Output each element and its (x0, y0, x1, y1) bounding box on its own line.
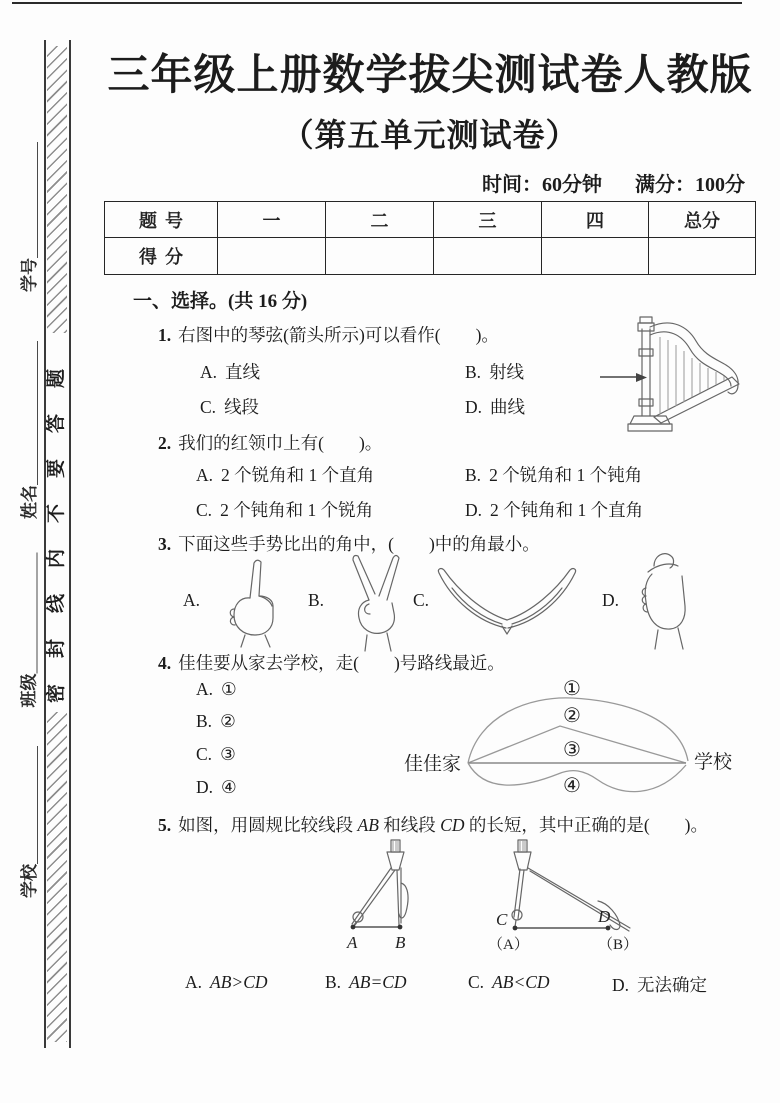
q3-option-d-label: D. (602, 590, 620, 610)
header-part-4: 四 (542, 202, 649, 238)
school-label: 学校 (20, 864, 39, 898)
score-cell-4 (542, 238, 649, 275)
q5-option-c: C. AB<CD (468, 972, 550, 992)
harp-neck (650, 323, 738, 394)
seal-hatch-top (47, 46, 67, 333)
score-cell-2 (326, 238, 434, 275)
student-id-blank-line (37, 142, 38, 258)
question-4-number: 4. (158, 653, 172, 673)
compass-ab-image (335, 837, 415, 968)
q4-option-d: D. ④ (196, 777, 237, 797)
score-table-score-row (105, 238, 756, 275)
school-field (18, 746, 42, 898)
school-blank-line (37, 746, 38, 864)
q5-option-d: D. 无法确定 (612, 975, 708, 995)
question-4-stem: 佳佳要从家去学校，走( )号路线最近。 (178, 653, 505, 673)
q5-option-b: B. AB=CD (325, 972, 407, 992)
page-top-border (12, 2, 742, 4)
route-1-label: ① (563, 678, 581, 700)
header-part-3: 三 (434, 202, 542, 238)
time-limit: 时间：60分钟 (482, 174, 602, 196)
compass-cd-image (480, 837, 645, 968)
harp-image (598, 313, 760, 440)
q3-option-a-label: A. (183, 590, 201, 610)
point-d-label: D (598, 907, 611, 926)
home-label: 佳佳家 (404, 754, 462, 775)
route-4-label: ④ (563, 775, 581, 797)
harp-strings (660, 337, 724, 414)
route-diagram (402, 668, 760, 815)
q2-option-c: C. 2 个钝角和 1 个锐角 (196, 500, 374, 520)
class-label: 班级 (19, 673, 39, 708)
question-1-options-row-1 (200, 359, 524, 384)
q5-option-a: A. AB>CD (185, 972, 268, 992)
question-3-number: 3. (158, 534, 172, 554)
score-row-label: 得分 (105, 238, 218, 275)
route-2-label: ② (563, 705, 581, 727)
seal-hatch-bottom (47, 712, 67, 1042)
question-2-options-row-2 (196, 497, 643, 522)
header-part-2: 二 (326, 202, 434, 238)
hand-gesture-d-image (624, 544, 702, 655)
harp-soundboard (654, 377, 739, 423)
q3-option-c-label: C. (413, 590, 430, 610)
route-3-label: ③ (563, 739, 581, 761)
score-table (104, 201, 756, 275)
q1-option-a: A. 直线 (200, 362, 261, 382)
section-one-heading: 一、选择。(共 16 分) (133, 291, 308, 312)
name-label: 姓名 (20, 485, 39, 519)
seal-band-text: 密封线内不要答题 (46, 342, 67, 703)
question-1-options-row-2 (200, 394, 525, 419)
score-table-header-row (105, 202, 756, 238)
q3-option-b-label: B. (308, 590, 325, 610)
exam-meta (400, 168, 745, 197)
question-1-stem: 右图中的琴弦(箭头所示)可以看作( )。 (178, 325, 499, 345)
point-b-paren-label: （B） (598, 937, 639, 953)
q4-option-a: A. ① (196, 679, 237, 699)
hand-gesture-b-image (333, 548, 411, 657)
header-part-1: 一 (218, 202, 326, 238)
question-3-stem: 下面这些手势比出的角中，( )中的角最小。 (178, 534, 540, 554)
student-id-field (18, 142, 42, 292)
hands-gesture-c-image (432, 556, 582, 647)
q1-option-b: B. 射线 (465, 362, 525, 382)
q2-option-b: B. 2 个锐角和 1 个钝角 (465, 465, 643, 485)
question-2-stem: 我们的红领巾上有( )。 (178, 433, 383, 453)
question-5-number: 5. (158, 815, 172, 835)
hand-gesture-a-image (212, 556, 292, 653)
header-total: 总分 (649, 202, 756, 238)
arrow-icon (600, 373, 647, 382)
score-cell-3 (434, 238, 542, 275)
q4-option-b: B. ② (196, 711, 236, 731)
score-cell-total (649, 238, 756, 275)
point-a-label: A (347, 933, 358, 952)
point-a-paren-label: （A） (488, 937, 529, 953)
point-c-label: C (496, 910, 508, 929)
page-title: 三年级上册数学拔尖测试卷人教版 (107, 53, 753, 99)
name-blank-line (37, 341, 38, 485)
class-field (18, 553, 42, 708)
question-1-number: 1. (158, 325, 172, 345)
student-id-label: 学号 (20, 258, 39, 292)
question-5-text: 5. 如图，用圆规比较线段 AB 和线段 CD 的长短，其中正确的是( )。 (158, 815, 708, 835)
q2-option-d: D. 2 个钝角和 1 个直角 (465, 500, 644, 520)
name-field (18, 341, 42, 519)
score-cell-1 (218, 238, 326, 275)
q2-option-a: A. 2 个锐角和 1 个直角 (196, 465, 375, 485)
full-score: 满分：100分 (635, 174, 745, 196)
page-subtitle: （第五单元测试卷） (281, 117, 579, 153)
school-label: 学校 (694, 752, 733, 773)
q1-option-d: D. 曲线 (465, 397, 526, 417)
point-b-label: B (395, 933, 406, 952)
class-blank-line (37, 553, 38, 674)
question-2-number: 2. (158, 433, 172, 453)
header-question-no: 题号 (105, 202, 218, 238)
question-2-options-row-1 (196, 462, 642, 487)
question-2-text (158, 430, 758, 456)
q1-option-c: C. 线段 (200, 397, 260, 417)
q4-option-c: C. ③ (196, 744, 236, 764)
harp-column (628, 317, 672, 431)
